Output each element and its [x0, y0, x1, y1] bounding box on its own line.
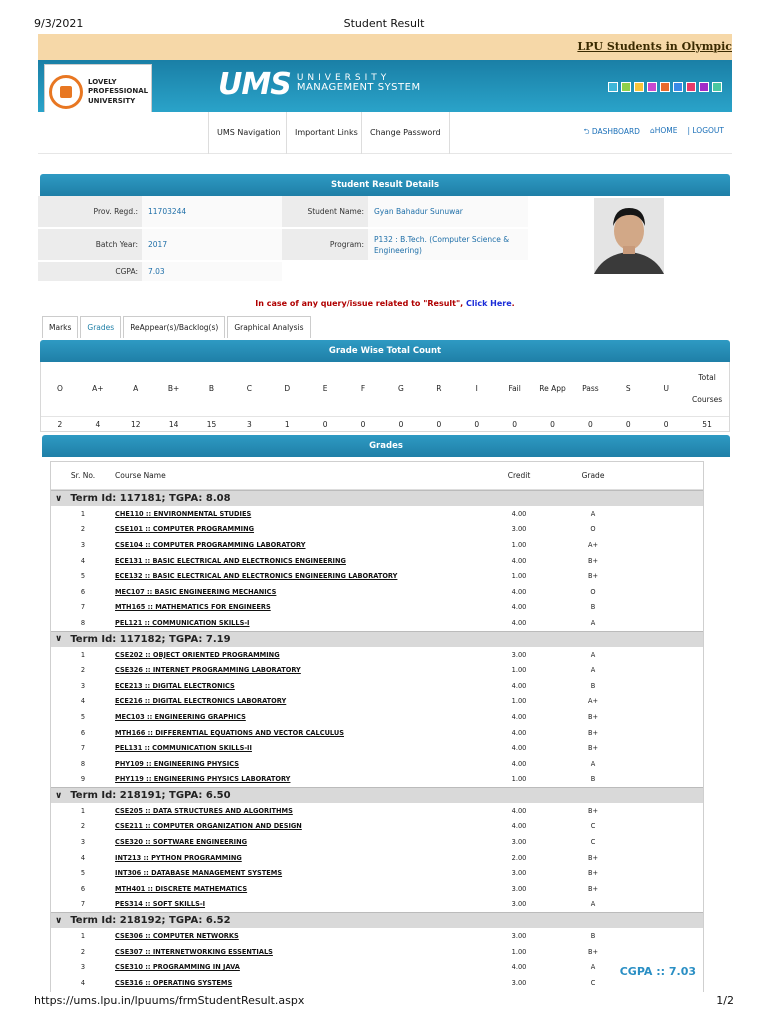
course-name-link[interactable]: CSE307 :: INTERNETWORKING ESSENTIALS — [115, 947, 273, 956]
course-grade: B+ — [587, 947, 599, 956]
course-name-link[interactable]: PEL131 :: COMMUNICATION SKILLS-II — [115, 744, 252, 753]
logout-icon: | — [687, 126, 690, 135]
marquee-link[interactable]: LPU Students in Olympic — [577, 40, 732, 53]
course-credit: 3.00 — [511, 932, 527, 941]
course-credit: 4.00 — [511, 712, 527, 721]
course-grade: C — [590, 978, 596, 987]
term-label: Term Id: 218191; TGPA: 6.50 — [70, 790, 231, 802]
course-sr: 2 — [80, 525, 86, 534]
nav-bar — [38, 112, 732, 154]
grade-count-header: I — [475, 384, 478, 393]
ums-page — [38, 34, 732, 992]
ums-line2: MANAGEMENT SYSTEM — [296, 82, 421, 94]
course-sr: 2 — [80, 947, 86, 956]
course-row — [51, 584, 703, 600]
chevron-down-icon[interactable]: ∨ — [55, 493, 63, 504]
course-grade: B — [590, 932, 596, 941]
result-tabs — [42, 316, 732, 338]
ums-line1: UNIVERSITY — [296, 73, 391, 84]
course-grade: B+ — [587, 744, 599, 753]
course-sr: 9 — [80, 775, 86, 784]
course-credit: 1.00 — [511, 697, 527, 706]
course-sr: 2 — [80, 822, 86, 831]
course-row — [51, 881, 703, 897]
chevron-down-icon[interactable]: ∨ — [55, 915, 63, 926]
news-marquee — [38, 34, 732, 60]
course-credit: 4.00 — [511, 603, 527, 612]
course-row — [51, 678, 703, 694]
course-name-link[interactable]: CHE110 :: ENVIRONMENTAL STUDIES — [115, 509, 252, 518]
course-grade: B+ — [587, 572, 599, 581]
course-credit: 3.00 — [511, 650, 527, 659]
course-credit: 3.00 — [511, 869, 527, 878]
course-sr: 6 — [80, 728, 86, 737]
grade-count-header: B+ — [167, 384, 180, 393]
term-label: Term Id: 117182; TGPA: 7.19 — [70, 633, 231, 645]
grade-count-header: D — [284, 384, 291, 393]
course-credit: 4.00 — [511, 556, 527, 565]
course-row — [51, 615, 703, 631]
course-sr: 4 — [80, 697, 86, 706]
course-grade: B+ — [587, 728, 599, 737]
chevron-down-icon[interactable]: ∨ — [55, 790, 63, 801]
course-name-link[interactable]: ECE132 :: BASIC ELECTRICAL AND ELECTRONICS ENGINEERING LABORATORY — [115, 572, 398, 581]
course-name-link[interactable]: CSE306 :: COMPUTER NETWORKS — [115, 932, 239, 941]
course-credit: 4.00 — [511, 822, 527, 831]
grade-count-value: 4 — [95, 420, 101, 429]
course-grade: B — [590, 603, 596, 612]
batch-label: Batch Year: — [38, 229, 142, 260]
course-credit: 3.00 — [511, 838, 527, 847]
course-sr: 7 — [80, 744, 86, 753]
course-name-link[interactable]: CSE205 :: DATA STRUCTURES AND ALGORITHMS — [115, 806, 293, 815]
course-grade: A — [590, 509, 596, 518]
course-credit: 2.00 — [511, 853, 527, 862]
grade-count-value: 0 — [588, 420, 593, 429]
grade-count-header: Total Courses — [692, 373, 723, 404]
lpu-emblem-icon — [49, 75, 83, 109]
theme-swatches — [608, 82, 722, 92]
grade-count-header: B — [208, 384, 215, 393]
course-sr: 4 — [80, 853, 86, 862]
tab-graphical-analysis[interactable]: Graphical Analysis — [227, 316, 310, 338]
course-row — [51, 959, 703, 978]
course-grade: A+ — [587, 697, 599, 706]
nav-ums-navigation[interactable]: UMS Navigation — [208, 112, 289, 154]
course-credit: 3.00 — [511, 884, 527, 893]
course-name-link[interactable]: CSE326 :: INTERNET PROGRAMMING LABORATORY — [115, 666, 301, 675]
course-sr: 4 — [80, 556, 86, 565]
grade-count-value: 0 — [550, 420, 555, 429]
dashboard-icon: ⮌ — [583, 127, 590, 136]
course-row — [51, 756, 703, 772]
grade-count-value: 0 — [512, 420, 518, 429]
grade-count-header: F — [360, 384, 366, 393]
notice-text: In case of any query/issue related to "Result", — [255, 299, 464, 308]
course-credit: 4.00 — [511, 759, 527, 768]
course-credit: 4.00 — [511, 618, 527, 627]
course-name-link[interactable]: PHY119 :: ENGINEERING PHYSICS LABORATORY — [115, 775, 291, 784]
course-grade: A — [590, 618, 596, 627]
grade-count-header: U — [663, 384, 669, 393]
course-row — [51, 803, 703, 819]
course-row — [51, 928, 703, 944]
print-title: Student Result — [343, 17, 425, 30]
grade-count-value: 0 — [322, 420, 328, 429]
course-row — [51, 819, 703, 835]
grade-count-value: 12 — [130, 420, 141, 429]
student-details — [38, 196, 732, 296]
grade-count-header: A — [133, 384, 139, 393]
grades-table — [50, 461, 704, 992]
nav-important-links[interactable]: Important Links — [286, 112, 366, 154]
course-credit: 1.00 — [511, 572, 527, 581]
query-notice — [38, 296, 732, 312]
course-credit: 1.00 — [511, 540, 527, 549]
course-credit: 3.00 — [511, 900, 527, 909]
course-sr: 3 — [80, 540, 86, 549]
name-value: Gyan Bahadur Sunuwar — [368, 196, 528, 227]
grade-count-value: 15 — [206, 420, 217, 429]
grade-count-header: G — [398, 384, 404, 393]
course-name-link[interactable]: ECE216 :: DIGITAL ELECTRONICS LABORATORY — [115, 697, 287, 706]
ums-logo[interactable] — [218, 68, 421, 100]
term-label: Term Id: 117181; TGPA: 8.08 — [70, 493, 231, 504]
grade-count-header: S — [625, 384, 631, 393]
course-row — [51, 647, 703, 663]
term-row[interactable] — [51, 490, 703, 506]
tab-marks[interactable]: Marks — [42, 316, 78, 338]
grade-count-table — [40, 362, 730, 432]
course-grade: A — [590, 963, 596, 972]
print-header — [0, 0, 768, 34]
course-credit: 1.00 — [511, 666, 527, 675]
course-row — [51, 725, 703, 741]
course-name-link[interactable]: PES314 :: SOFT SKILLS-I — [115, 900, 206, 909]
course-row — [51, 944, 703, 960]
grade-count-value: 14 — [168, 420, 179, 429]
grade-count-header: A+ — [92, 384, 104, 393]
grade-count-header: Re App — [539, 384, 566, 393]
course-sr: 5 — [80, 572, 86, 581]
course-name-link[interactable]: CSE202 :: OBJECT ORIENTED PROGRAMMING — [115, 650, 280, 659]
col-course: Course Name — [115, 471, 166, 480]
program-value: P132 : B.Tech. (Computer Science & Engineering) — [368, 229, 528, 260]
course-sr: 1 — [80, 806, 86, 815]
lpu-line3: UNIVERSITY — [88, 96, 136, 105]
course-grade: B+ — [587, 869, 599, 878]
course-grade: B+ — [587, 806, 599, 815]
course-name-link[interactable]: MTH166 :: DIFFERENTIAL EQUATIONS AND VECTOR CALCULUS — [115, 728, 344, 737]
course-sr: 8 — [80, 759, 86, 768]
col-grade: Grade — [581, 471, 605, 480]
course-sr: 1 — [80, 932, 86, 941]
dashboard-link[interactable] — [583, 126, 639, 139]
course-credit: 3.00 — [511, 525, 527, 534]
grade-count-value: 2 — [57, 420, 63, 429]
course-sr: 6 — [80, 587, 86, 596]
course-grade: B+ — [587, 853, 599, 862]
course-row — [51, 662, 703, 678]
course-credit: 1.00 — [511, 947, 527, 956]
theme-swatch[interactable] — [686, 82, 696, 92]
course-name-link[interactable]: PHY109 :: ENGINEERING PHYSICS — [115, 759, 239, 768]
program-label: Program: — [282, 229, 368, 260]
grades-heading: Grades — [42, 435, 730, 457]
course-grade: A — [590, 650, 596, 659]
nav-change-password[interactable]: Change Password — [361, 112, 450, 154]
course-row — [51, 709, 703, 725]
grade-count-value: 0 — [625, 420, 631, 429]
course-credit: 4.00 — [511, 728, 527, 737]
term-row[interactable] — [51, 912, 703, 928]
course-name-link[interactable]: MTH165 :: MATHEMATICS FOR ENGINEERS — [115, 603, 271, 612]
print-date: 9/3/2021 — [34, 17, 84, 30]
course-row — [51, 865, 703, 881]
course-name-link[interactable]: CSE101 :: COMPUTER PROGRAMMING — [115, 525, 255, 534]
grade-count-value: 0 — [436, 420, 442, 429]
batch-value: 2017 — [142, 229, 282, 260]
tab-reappear-backlog[interactable]: ReAppear(s)/Backlog(s) — [123, 316, 225, 338]
grade-count-header: R — [436, 384, 442, 393]
course-sr: 3 — [80, 838, 86, 847]
grade-count-heading: Grade Wise Total Count — [40, 340, 730, 362]
course-credit: 4.00 — [511, 587, 527, 596]
grades-column-header — [51, 462, 703, 490]
theme-swatch[interactable] — [699, 82, 709, 92]
regd-value: 11703244 — [142, 196, 282, 227]
course-row — [51, 772, 703, 788]
theme-swatch[interactable] — [621, 82, 631, 92]
grade-count-value: 1 — [284, 420, 290, 429]
col-sr: Sr. No. — [70, 471, 96, 480]
logout-label: LOGOUT — [692, 126, 724, 135]
theme-swatch[interactable] — [673, 82, 683, 92]
course-row — [51, 850, 703, 866]
details-heading: Student Result Details — [40, 174, 730, 196]
course-row — [51, 506, 703, 522]
course-row — [51, 537, 703, 553]
course-credit: 4.00 — [511, 806, 527, 815]
term-groups — [51, 490, 703, 992]
grade-count-header: O — [56, 384, 63, 393]
course-grade: A — [590, 759, 596, 768]
course-row — [51, 568, 703, 584]
course-grade: O — [590, 587, 596, 596]
tab-grades[interactable]: Grades — [80, 316, 121, 338]
course-credit: 4.00 — [511, 681, 527, 690]
course-row — [51, 740, 703, 756]
home-icon: ⌂ — [649, 126, 655, 135]
course-row — [51, 600, 703, 616]
student-photo-image — [594, 198, 664, 274]
course-name-link[interactable]: ECE131 :: BASIC ELECTRICAL AND ELECTRONICS ENGINEERING — [115, 556, 346, 565]
course-row — [51, 694, 703, 710]
details-row-2 — [38, 229, 528, 261]
theme-swatch[interactable] — [712, 82, 722, 92]
course-name-link[interactable]: CSE320 :: SOFTWARE ENGINEERING — [115, 838, 248, 847]
course-row — [51, 522, 703, 538]
ums-mark: UMS — [218, 66, 291, 102]
details-row-3 — [38, 262, 282, 282]
theme-swatch[interactable] — [660, 82, 670, 92]
course-sr: 3 — [80, 681, 86, 690]
course-name-link[interactable]: INT213 :: PYTHON PROGRAMMING — [115, 853, 242, 862]
course-sr: 1 — [80, 509, 86, 518]
cgpa-value: 7.03 — [142, 262, 282, 281]
course-sr: 3 — [80, 963, 86, 972]
course-sr: 1 — [80, 650, 86, 659]
col-credit: Credit — [507, 471, 531, 480]
grade-count-value: 0 — [474, 420, 480, 429]
course-row — [51, 897, 703, 913]
course-credit: 4.00 — [511, 963, 527, 972]
cgpa-label: CGPA: — [38, 262, 142, 281]
course-credit: 4.00 — [511, 744, 527, 753]
logout-link[interactable] — [687, 126, 724, 139]
course-credit: 3.00 — [511, 978, 527, 987]
student-photo — [594, 198, 664, 274]
course-name-link[interactable]: CSE104 :: COMPUTER PROGRAMMING LABORATORY — [115, 540, 306, 549]
course-grade: A+ — [587, 540, 599, 549]
theme-swatch[interactable] — [608, 82, 618, 92]
term-row[interactable] — [51, 787, 703, 803]
course-grade: C — [590, 822, 596, 831]
course-name-link[interactable]: CSE310 :: PROGRAMMING IN JAVA — [115, 963, 240, 972]
grade-count-value: 0 — [360, 420, 366, 429]
print-url: https://ums.lpu.in/lpuums/frmStudentResult.aspx — [34, 994, 305, 1007]
course-name-link[interactable]: CSE316 :: OPERATING SYSTEMS — [115, 978, 233, 987]
course-credit: 4.00 — [511, 509, 527, 518]
theme-swatch[interactable] — [634, 82, 644, 92]
grade-count-header: Pass — [582, 384, 599, 393]
course-row — [51, 834, 703, 850]
grade-count-values-row — [41, 416, 729, 432]
grade-count-value: 3 — [247, 420, 252, 429]
details-row-1 — [38, 196, 528, 228]
click-here-link[interactable]: Click Here — [465, 299, 512, 308]
grade-count-value: 0 — [398, 420, 404, 429]
course-grade: B+ — [587, 556, 599, 565]
lpu-line1: LOVELY — [88, 77, 117, 86]
course-grade: B — [590, 775, 596, 784]
chevron-down-icon[interactable]: ∨ — [55, 634, 63, 645]
course-credit: 1.00 — [511, 775, 527, 784]
grade-count-header: C — [246, 384, 253, 393]
home-link[interactable] — [650, 126, 678, 139]
term-row[interactable] — [51, 631, 703, 647]
grade-count-value: 0 — [663, 420, 669, 429]
course-sr: 6 — [80, 884, 86, 893]
course-grade: C — [590, 838, 596, 847]
print-page-number: 1/2 — [716, 994, 734, 1007]
course-sr: 2 — [80, 666, 86, 675]
theme-swatch[interactable] — [647, 82, 657, 92]
course-sr: 8 — [80, 618, 86, 627]
cgpa-footer: CGPA :: 7.03 — [619, 965, 696, 978]
course-grade: B — [590, 681, 596, 690]
course-name-link[interactable]: PEL121 :: COMMUNICATION SKILLS-I — [115, 618, 250, 627]
course-sr: 7 — [80, 900, 86, 909]
course-name-link[interactable]: MEC103 :: ENGINEERING GRAPHICS — [115, 712, 246, 721]
course-name-link[interactable]: INT306 :: DATABASE MANAGEMENT SYSTEMS — [115, 869, 283, 878]
course-name-link[interactable]: ECE213 :: DIGITAL ELECTRONICS — [115, 681, 235, 690]
course-row — [51, 553, 703, 569]
course-sr: 7 — [80, 603, 86, 612]
grade-count-value: 51 — [702, 420, 712, 429]
notice-suffix: . — [511, 299, 515, 308]
course-grade: B+ — [587, 712, 599, 721]
course-sr: 5 — [80, 869, 86, 878]
course-name-link[interactable]: MTH401 :: DISCRETE MATHEMATICS — [115, 884, 248, 893]
regd-label: Prov. Regd.: — [38, 196, 142, 227]
course-row — [51, 975, 703, 991]
course-sr: 5 — [80, 712, 86, 721]
course-grade: O — [590, 525, 596, 534]
nav-right-links — [583, 126, 724, 139]
grade-count-header-row — [41, 362, 729, 416]
grade-count-header: Fail — [508, 384, 521, 393]
course-sr: 4 — [80, 978, 86, 987]
grade-count-header: E — [322, 384, 328, 393]
lpu-line2: PROFESSIONAL — [88, 87, 149, 96]
course-grade: A — [590, 900, 596, 909]
dashboard-label: DASHBOARD — [591, 127, 640, 136]
name-label: Student Name: — [282, 196, 368, 227]
course-grade: A — [590, 666, 596, 675]
course-name-link[interactable]: CSE211 :: COMPUTER ORGANIZATION AND DESIGN — [115, 822, 302, 831]
print-footer — [0, 994, 768, 1014]
course-row — [51, 991, 703, 992]
home-label: HOME — [654, 126, 678, 135]
course-name-link[interactable]: MEC107 :: BASIC ENGINEERING MECHANICS — [115, 587, 277, 596]
term-label: Term Id: 218192; TGPA: 6.52 — [70, 915, 231, 927]
course-grade: B+ — [587, 884, 599, 893]
